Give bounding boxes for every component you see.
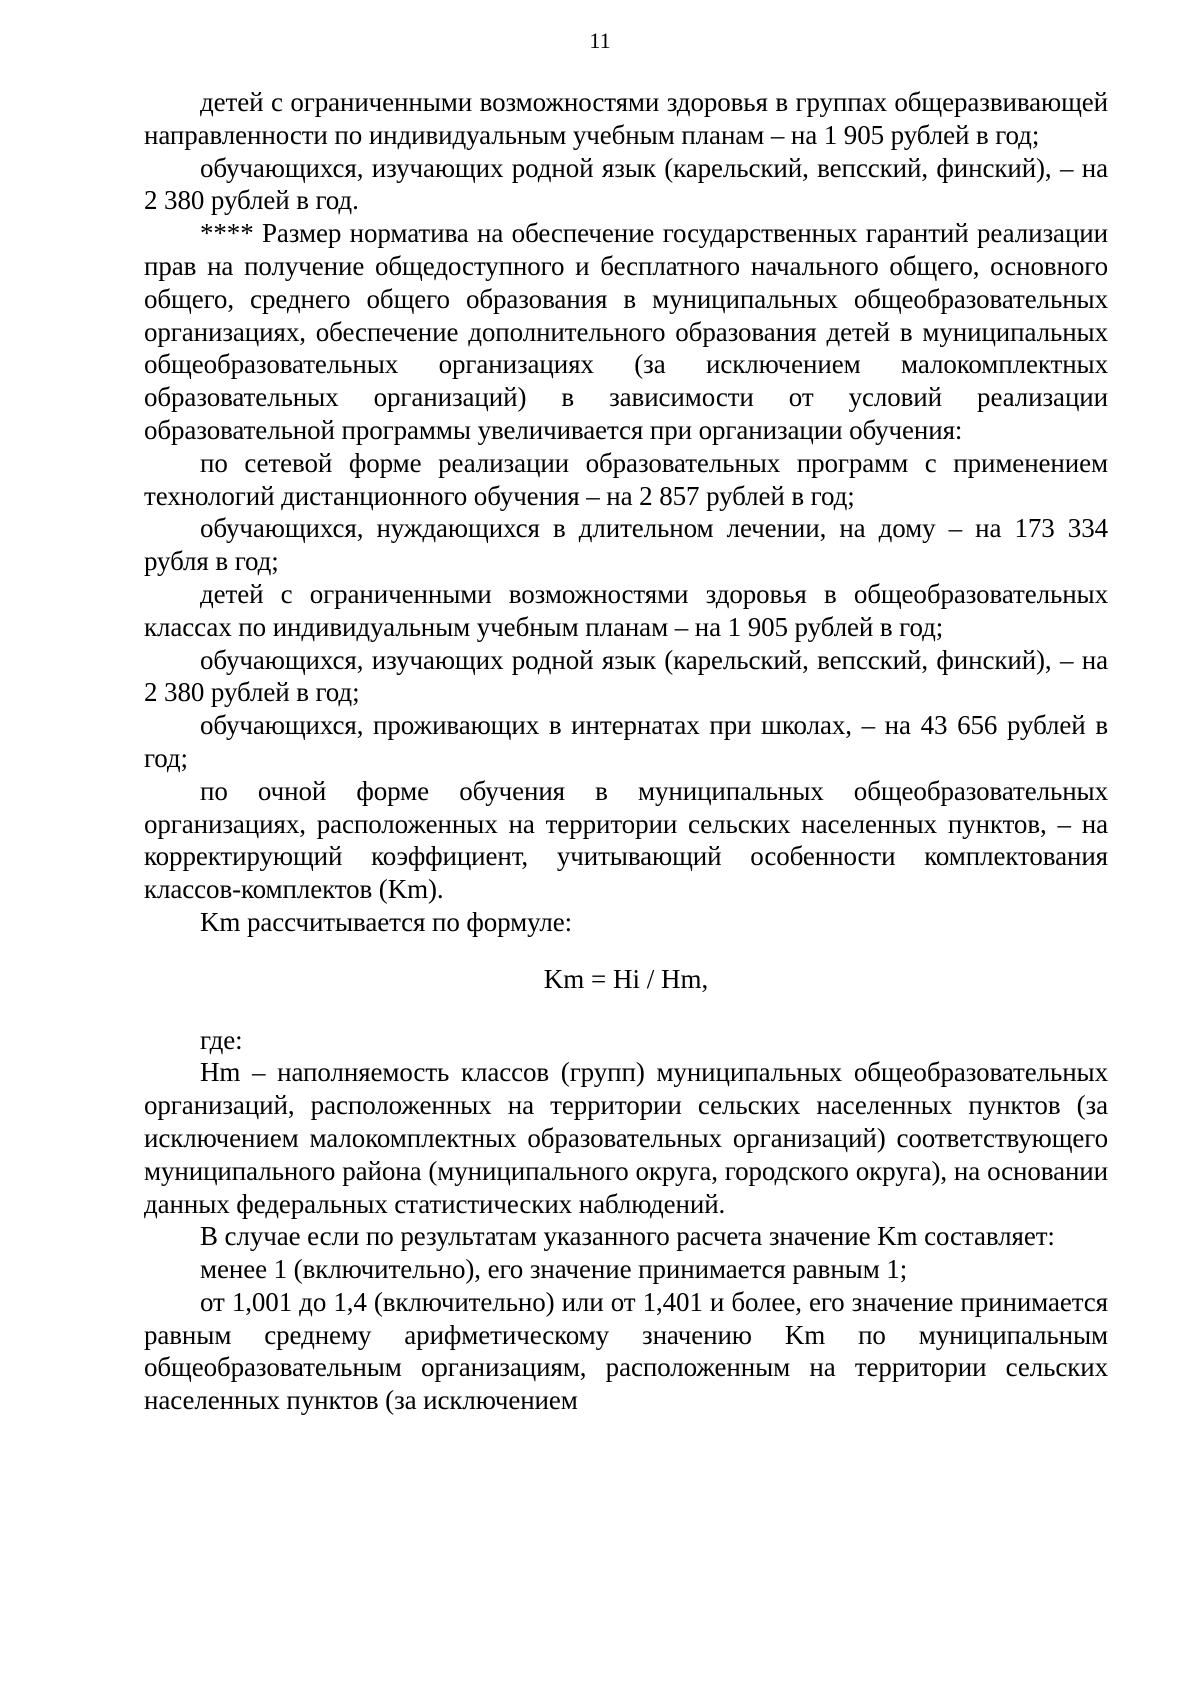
paragraph-where: где:	[200, 1024, 243, 1055]
paragraph-disabled-children-classes: детей с ограниченными возможностями здоровья в общеобразовательных классах по индивидуальным учебным планам – на 1 905 рублей в год;	[144, 578, 1108, 642]
paragraph-km-formula-intro: Km рассчитывается по формуле:	[200, 906, 573, 937]
paragraph-rural-correction: по очной форме обучения в муниципальных общеобразовательных организациях, расположенных на территории сельских населенных пунктов, – на корректирующий коэффициент, учитывающий особенности комплектования классов-комплектов (Km).	[144, 775, 1108, 905]
formula-km: Km = Hi / Hm,	[543, 963, 709, 994]
paragraph-boarding-schools: обучающихся, проживающих в интернатах при школах, – на 43 656 рублей в год;	[144, 710, 1108, 773]
paragraph-home-schooling: обучающихся, нуждающихся в длительном лечении, на дому – на 173 334 рубля в год;	[144, 513, 1108, 577]
paragraph-hm-definition: Hm – наполняемость классов (групп) муниципальных общеобразовательных организаций, расположенных на территории сельских населенных пунктов (за исключением малокомплектных образовательных организаций) соответствующего муниципального района (муниципального округа, городского округа), на основании данных федеральных статистических наблюдений.	[144, 1057, 1108, 1219]
paragraph-norm-size-footnote: **** Размер норматива на обеспечение государственных гарантий реализации прав на получение общедоступного и бесплатного начального общего, основного общего, среднего общего образования в муниципальных общеобразовательных организациях, обеспечение дополнительного образования детей в муниципальных общеобразовательных организациях (за исключением малокомплектных образовательных организаций) в зависимости от условий реализации образовательной программы увеличивается при организации обучения:	[144, 218, 1108, 445]
paragraph-km-cases-intro: В случае если по результатам указанного расчета значение Km составляет:	[200, 1221, 1055, 1252]
page-number: 11	[589, 28, 611, 53]
paragraph-native-language-preschool: обучающихся, изучающих родной язык (карельский, вепсский, финский), – на 2 380 рублей в год.	[144, 152, 1108, 216]
paragraph-km-range: от 1,001 до 1,4 (включительно) или от 1,401 и более, его значение принимается равным среднему арифметическому значению Km по муниципальным общеобразовательным организациям, расположенным на территории сельских населенных пунктов (за исключением	[144, 1286, 1108, 1416]
paragraph-native-language-school: обучающихся, изучающих родной язык (карельский, вепсский, финский), – на 2 380 рублей в год;	[144, 644, 1108, 708]
paragraph-disabled-children-groups: детей с ограниченными возможностями здоровья в группах общеразвивающей направленности по индивидуальным учебным планам – на 1 905 рублей в год;	[144, 87, 1108, 150]
paragraph-network-form: по сетевой форме реализации образовательных программ с применением технологий дистанционного обучения – на 2 857 рублей в год;	[144, 447, 1108, 511]
paragraph-km-less-than-one: менее 1 (включительно), его значение принимается равным 1;	[200, 1254, 908, 1285]
document-body	[144, 86, 1108, 1417]
